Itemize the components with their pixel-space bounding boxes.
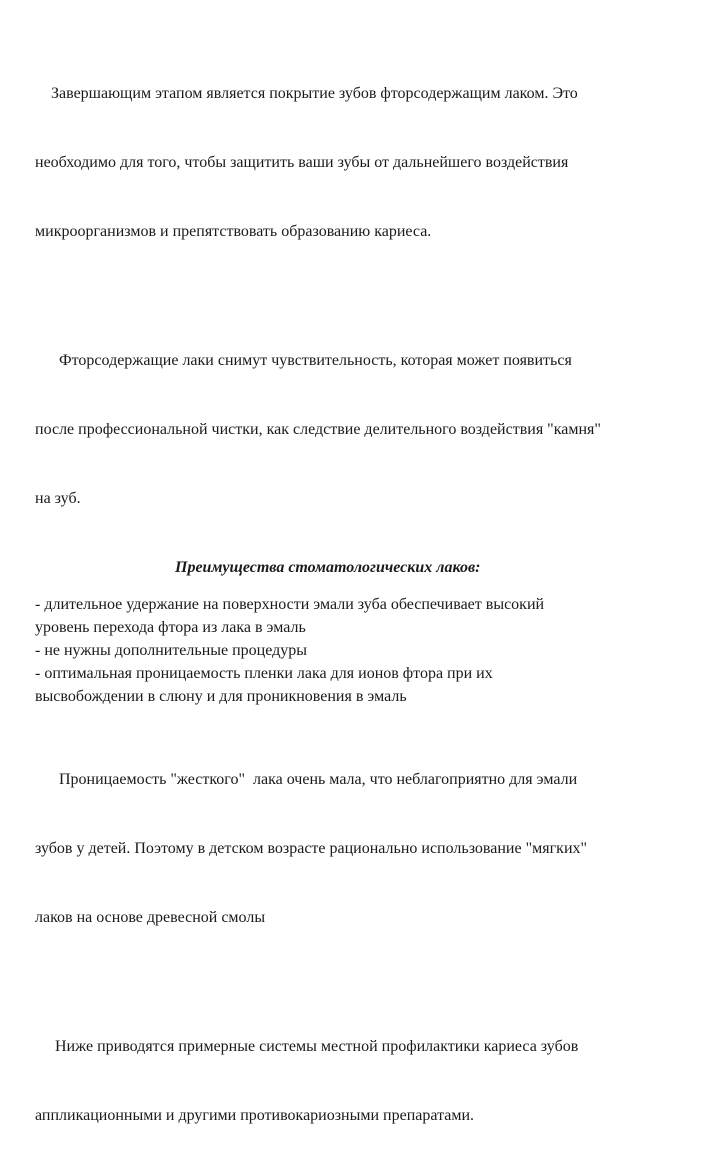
text-line: зубов у детей. Поэтому в детском возрасте рационально использование "мягких" [35, 840, 588, 857]
paragraph-final-stage [35, 36, 705, 289]
text-line: Ниже приводятся примерные системы местной профилактики кариеса зубов [35, 1038, 579, 1055]
text-line: - не нужны дополнительные процедуры [35, 642, 308, 659]
text-line: уровень перехода фтора из лака в эмаль [35, 619, 306, 636]
text-line: высвобождении в слюну и для проникновения в эмаль [35, 688, 407, 705]
text-line: Завершающим этапом является покрытие зубов фторсодержащим лаком. Это [35, 85, 578, 102]
text-line: - оптимальная проницаемость пленки лака для ионов фтора при их [35, 665, 493, 682]
text-line: - длительное удержание на поверхности эмали зуба обеспечивает высокий [35, 596, 545, 613]
advantages-list [35, 593, 705, 708]
text-line: Фторсодержащие лаки снимут чувствительность, которая может появиться [35, 352, 572, 369]
text-line: на зуб. [35, 490, 81, 507]
document-page [35, 36, 705, 1173]
text-line: микроорганизмов и препятствовать образованию кариеса. [35, 223, 432, 240]
paragraph-fluoride-varnish [35, 303, 705, 556]
list-item [35, 593, 705, 639]
text-line: после профессиональной чистки, как следствие делительного воздействия "камня" [35, 421, 601, 438]
list-item [35, 662, 705, 708]
list-item [35, 639, 705, 662]
text-line: Проницаемость "жесткого" лака очень мала, что неблагоприятно для эмали [35, 771, 578, 788]
paragraph-prevention-systems [35, 989, 705, 1173]
text-line: лаков на основе древесной смолы [35, 909, 266, 926]
paragraph-hard-varnish [35, 722, 705, 975]
text-line: необходимо для того, чтобы защитить ваши зубы от дальнейшего воздействия [35, 154, 569, 171]
section-heading: Преимущества стоматологических лаков: [175, 559, 481, 576]
text-line: аппликационными и другими противокариозными препаратами. [35, 1107, 475, 1124]
